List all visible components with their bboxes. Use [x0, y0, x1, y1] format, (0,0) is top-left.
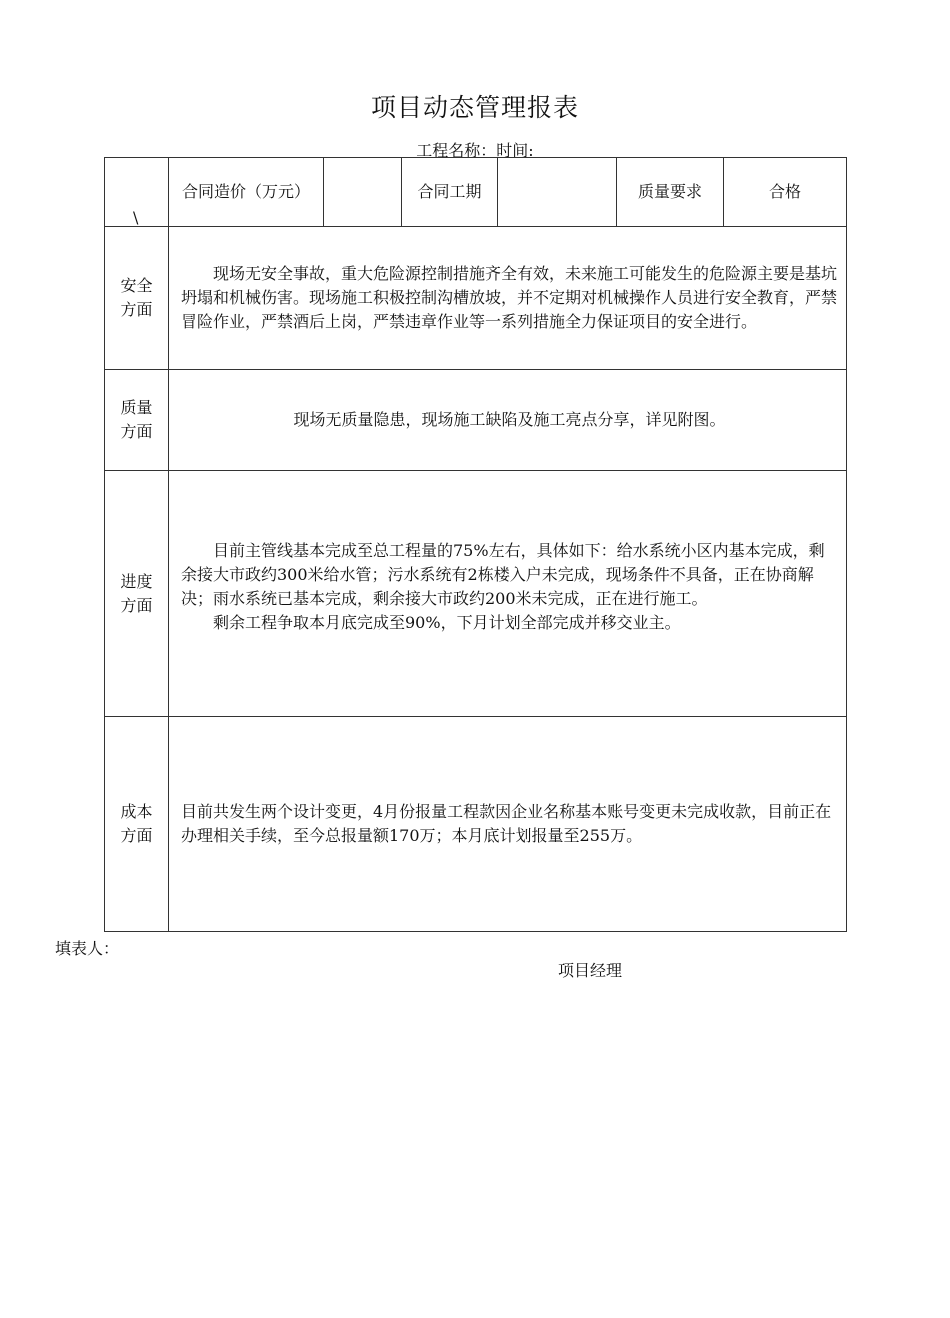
category-line: 方面	[120, 422, 153, 441]
corner-mark: \	[133, 208, 139, 227]
quality-category	[105, 370, 169, 471]
category-line: 方面	[120, 826, 153, 845]
category-line: 方面	[120, 300, 153, 319]
contract-period-value	[498, 158, 617, 227]
project-name-time-line: 工程名称：时间:	[416, 141, 534, 160]
category-line: 成本	[120, 802, 153, 821]
quality-requirement-value: 合格	[724, 158, 847, 227]
project-manager-label: 项目经理	[558, 961, 623, 980]
progress-row	[105, 471, 847, 717]
header-row	[105, 158, 847, 227]
quality-content	[169, 370, 847, 471]
quality-requirement-label: 质量要求	[617, 158, 724, 227]
corner-cell	[105, 158, 169, 227]
progress-category	[105, 471, 169, 717]
cost-text: 目前共发生两个设计变更，4月份报量工程款因企业名称基本账号变更未完成收款，目前正在办理相关手续，至今总报量额170万；本月底计划报量至255万。	[181, 802, 832, 845]
filler-label: 填表人：	[55, 939, 120, 958]
contract-price-value	[324, 158, 402, 227]
contract-period-label: 合同工期	[402, 158, 498, 227]
quality-row	[105, 370, 847, 471]
progress-content	[169, 471, 847, 717]
safety-category	[105, 227, 169, 370]
report-title: 项目动态管理报表	[370, 93, 579, 122]
cost-content	[169, 717, 847, 932]
cost-row	[105, 717, 847, 932]
safety-content	[169, 227, 847, 370]
safety-row	[105, 227, 847, 370]
category-line: 进度	[120, 571, 153, 591]
progress-plan-text: 剩余工程争取本月底完成至90%，下月计划全部完成并移交业主。	[213, 612, 681, 632]
progress-text: 目前主管线基本完成至总工程量的75%左右，具体如下：给水系统小区内基本完成，剩余接大市政约300米给水管；污水系统有2栋楼入户未完成，现场条件不具备，正在协商解决；雨水系统已基本完成，剩余接大市政约200米未完成，正在进行施工。	[181, 540, 825, 608]
category-line: 安全	[120, 276, 153, 295]
category-line: 方面	[120, 595, 153, 615]
safety-text: 现场无安全事故，重大危险源控制措施齐全有效，未来施工可能发生的危险源主要是基坑坍塌和机械伤害。现场施工积极控制沟槽放坡，并不定期对机械操作人员进行安全教育，严禁冒险作业，严禁酒后上岗，严禁违章作业等一系列措施全力保证项目的安全进行。	[181, 264, 838, 331]
quality-text: 现场无质量隐患，现场施工缺陷及施工亮点分享，详见附图。	[293, 410, 726, 429]
cost-category	[105, 717, 169, 932]
contract-price-label: 合同造价（万元）	[169, 158, 324, 227]
report-table	[104, 157, 847, 932]
category-line: 质量	[120, 398, 153, 417]
